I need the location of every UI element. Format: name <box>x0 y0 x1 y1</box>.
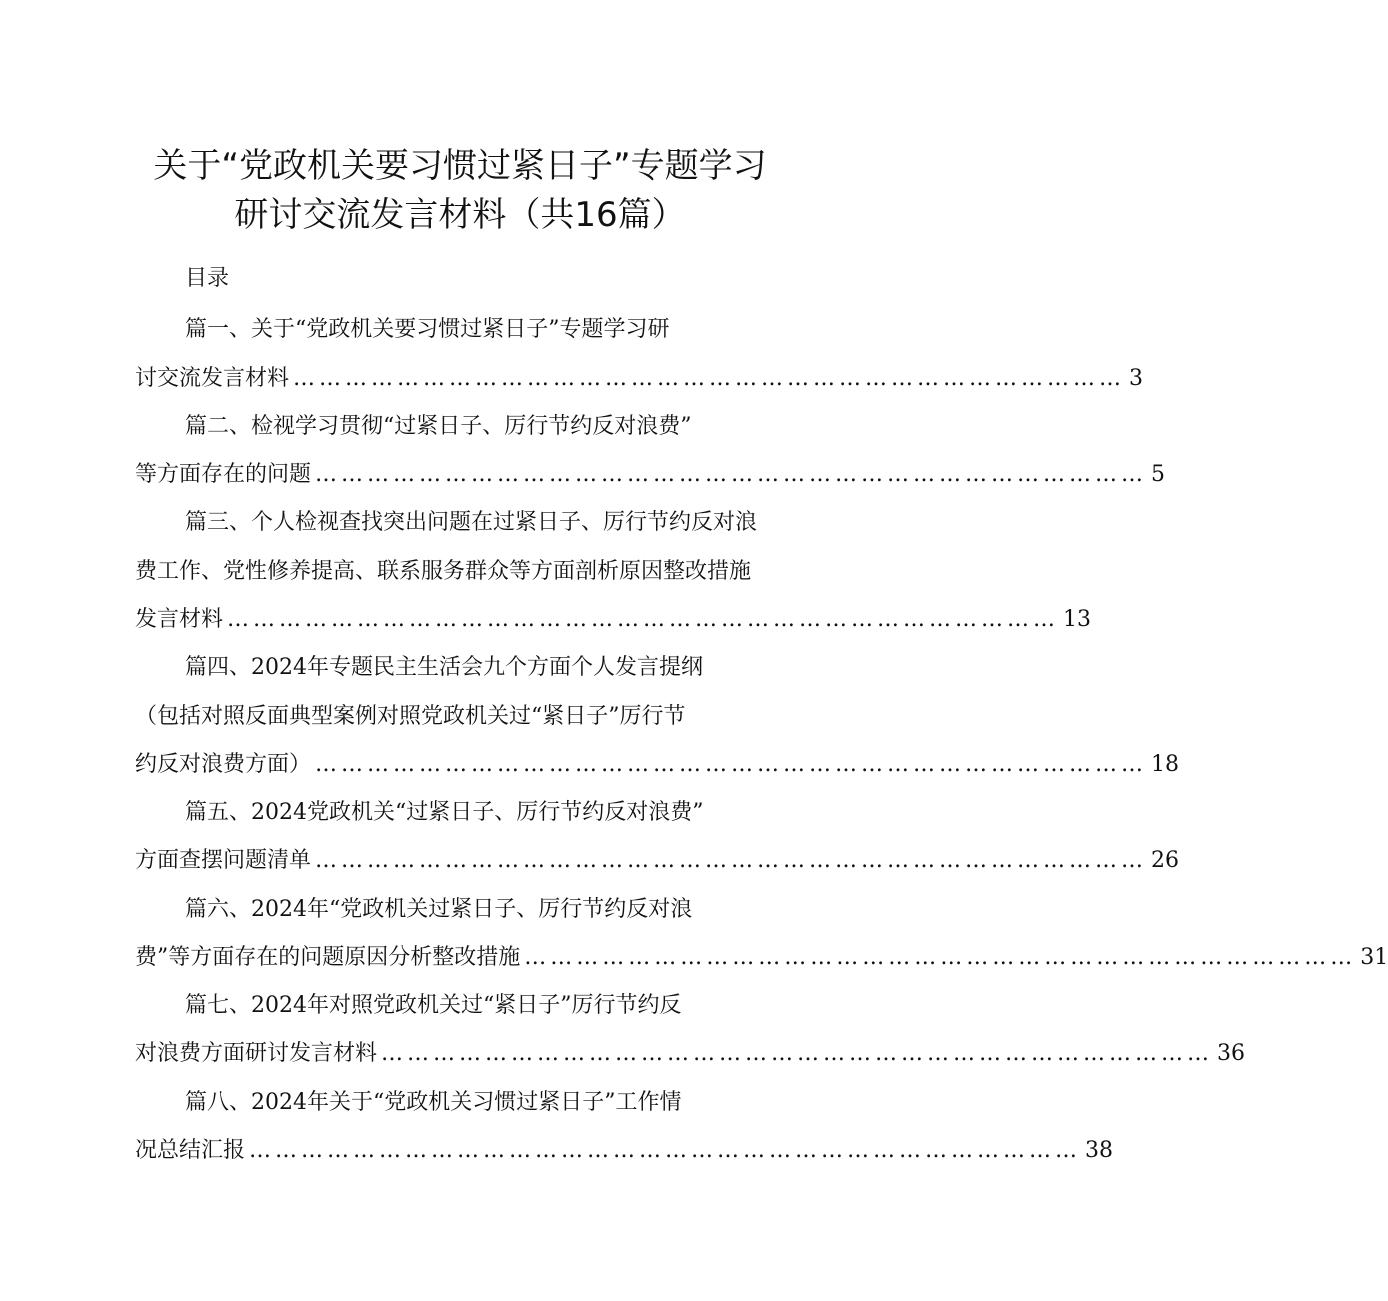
toc-entry-line: 篇三、个人检视查找突出问题在过紧日子、厉行节约反对浪 <box>185 510 758 535</box>
toc-entry-last-line <box>135 458 1166 492</box>
toc-page-number: 5 <box>1151 462 1166 487</box>
dot-leader: …………………………………………………………………………………… <box>249 1138 1082 1163</box>
toc-entry-line: 费工作、党性修养提高、联系服务群众等方面剖析原因整改措施 <box>135 559 752 584</box>
document-title-line-2: 研讨交流发言材料（共16篇） <box>234 195 686 235</box>
toc-entry-text: 费”等方面存在的问题原因分析整改措施 <box>135 945 521 970</box>
toc-entry-line: 篇五、2024党政机关“过紧日子、厉行节约反对浪费” <box>185 800 704 825</box>
toc-entry-line: 篇八、2024年关于“党政机关习惯过紧日子”工作情 <box>185 1090 682 1115</box>
toc-page-number: 36 <box>1217 1041 1246 1066</box>
toc-entry-line: 篇一、关于“党政机关要习惯过紧日子”专题学习研 <box>185 317 670 342</box>
toc-entry-last-line <box>135 844 1180 878</box>
toc-entry-last-line <box>135 362 1144 396</box>
toc-entry-line: （包括对照反面典型案例对照党政机关过“紧日子”厉行节 <box>135 704 686 729</box>
dot-leader: …………………………………………………………………………………… <box>227 607 1060 632</box>
dot-leader: …………………………………………………………………………………… <box>315 848 1148 873</box>
toc-heading: 目录 <box>185 266 230 291</box>
toc-entry-last-line <box>135 1134 1114 1168</box>
toc-entry-text: 方面查摆问题清单 <box>135 848 312 873</box>
dot-leader: …………………………………………………………………………………… <box>315 462 1148 487</box>
document-title-line-1: 关于“党政机关要习惯过紧日子”专题学习 <box>153 146 767 186</box>
toc-entry-line: 篇六、2024年“党政机关过紧日子、厉行节约反对浪 <box>185 897 693 922</box>
toc-entry-last-line <box>135 1037 1246 1071</box>
toc-entry-last-line <box>135 748 1180 782</box>
toc-entry-line: 篇七、2024年对照党政机关过“紧日子”厉行节约反 <box>185 993 682 1018</box>
toc-entry-last-line <box>135 603 1092 637</box>
toc-page-number: 18 <box>1151 752 1180 777</box>
toc-entry-text: 发言材料 <box>135 607 224 632</box>
toc-entry-text: 况总结汇报 <box>135 1138 246 1163</box>
toc-entry-text: 讨交流发言材料 <box>135 366 290 391</box>
toc-page-number: 38 <box>1085 1138 1114 1163</box>
toc-entry-last-line <box>135 941 1388 975</box>
toc-page-number: 3 <box>1129 366 1144 391</box>
toc-entry-line: 篇四、2024年专题民主生活会九个方面个人发言提纲 <box>185 655 703 680</box>
toc-entry-text: 等方面存在的问题 <box>135 462 312 487</box>
dot-leader: …………………………………………………………………………………… <box>524 945 1357 970</box>
toc-page-number: 31 <box>1360 945 1388 970</box>
dot-leader: …………………………………………………………………………………… <box>381 1041 1214 1066</box>
dot-leader: …………………………………………………………………………………… <box>315 752 1148 777</box>
dot-leader: …………………………………………………………………………………… <box>293 366 1126 391</box>
toc-page-number: 26 <box>1151 848 1180 873</box>
toc-entry-text: 约反对浪费方面） <box>135 752 312 777</box>
toc-page-number: 13 <box>1063 607 1092 632</box>
toc-entry-text: 对浪费方面研讨发言材料 <box>135 1041 378 1066</box>
toc-entry-line: 篇二、检视学习贯彻“过紧日子、厉行节约反对浪费” <box>185 414 692 439</box>
